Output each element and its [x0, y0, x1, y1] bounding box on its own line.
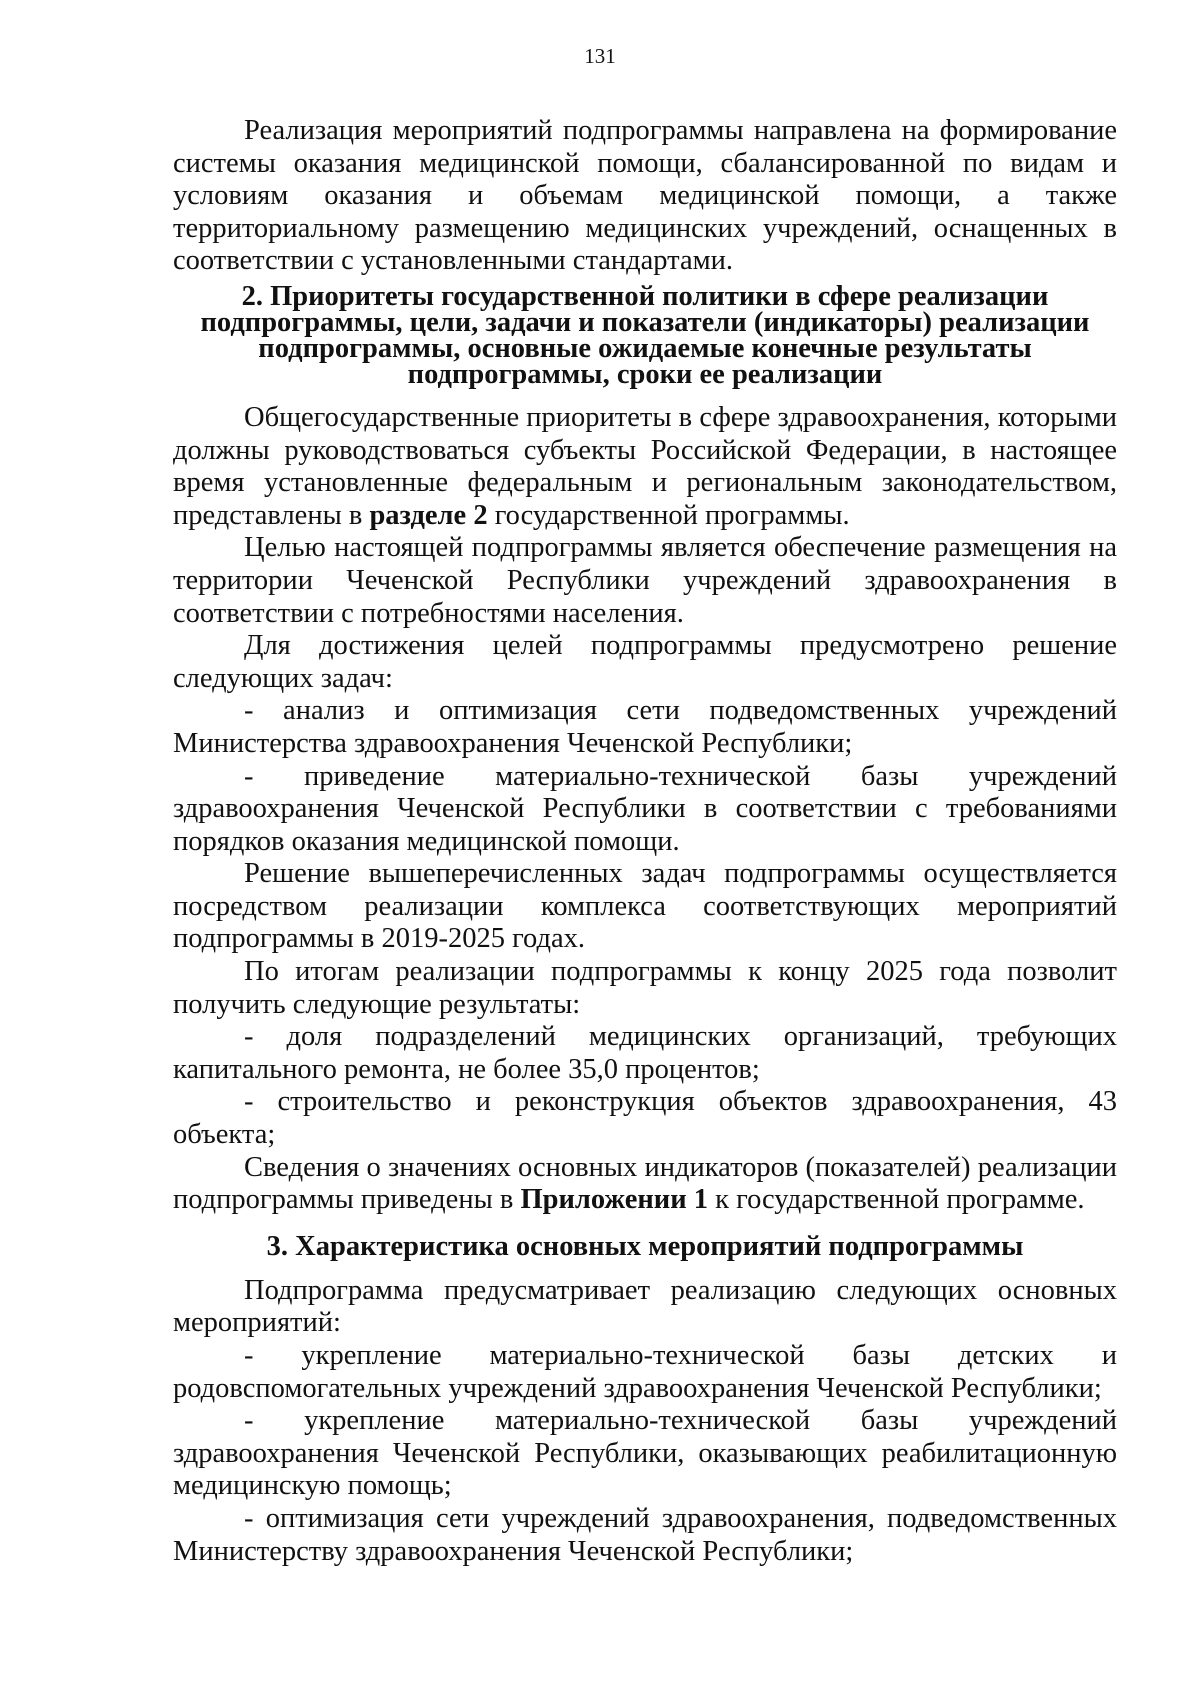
- result-item: - доля подразделений медицинских организаций, требующих капитального ремонта, не более 35,0 процентов;: [173, 1021, 1117, 1085]
- priorities-text: Общегосударственные приоритеты в сфере здравоохранения, которыми должны руководствоваться субъекты Российской Федерации, в настоящее время установленные федеральным и региональным законодательством, представлены в: [173, 401, 1117, 531]
- section-reference: разделе 2: [369, 499, 488, 531]
- results-intro-paragraph: По итогам реализации подпрограммы к концу 2025 года позволит получить следующие результаты:: [173, 956, 1117, 1020]
- section-2-heading: [173, 280, 1117, 390]
- task-item: - приведение материально-технической базы учреждений здравоохранения Чеченской Республики в соответствии с требованиями порядков оказания медицинской помощи.: [173, 760, 1117, 857]
- indicators-paragraph: [173, 1152, 1117, 1217]
- tasks-intro-paragraph: Для достижения целей подпрограммы предусмотрено решение следующих задач:: [173, 630, 1117, 694]
- activity-item: - укрепление материально-технической базы учреждений здравоохранения Чеченской Республики, оказывающих реабилитационную медицинскую помощь;: [173, 1405, 1117, 1502]
- result-item: - строительство и реконструкция объектов здравоохранения, 43 объекта;: [173, 1086, 1117, 1151]
- document-body: [173, 115, 1117, 1568]
- section-2-heading-line: подпрограммы, основные ожидаемые конечные результаты: [258, 332, 1032, 364]
- priorities-paragraph: [173, 402, 1117, 532]
- task-item: - анализ и оптимизация сети подведомственных учреждений Министерства здравоохранения Чеченской Республики;: [173, 695, 1117, 759]
- section-3-heading: 3. Характеристика основных мероприятий подпрограммы: [266, 1230, 1024, 1262]
- indicators-text-end: к государственной программе.: [708, 1184, 1085, 1216]
- section-2-heading-line: подпрограммы, цели, задачи и показатели (индикаторы) реализации: [200, 306, 1090, 338]
- goal-paragraph: Целью настоящей подпрограммы является обеспечение размещения на территории Чеченской Республики учреждений здравоохранения в соответствии с потребностями населения.: [173, 532, 1117, 629]
- appendix-reference: Приложении 1: [520, 1184, 708, 1216]
- section-2-heading-line: 2. Приоритеты государственной политики в сфере реализации: [241, 280, 1049, 312]
- section-2-heading-line: подпрограммы, сроки ее реализации: [407, 358, 883, 390]
- activities-intro-paragraph: Подпрограмма предусматривает реализацию следующих основных мероприятий:: [173, 1274, 1117, 1339]
- priorities-text-end: государственной программы.: [487, 499, 850, 531]
- page-number: 131: [584, 44, 616, 68]
- activity-item: - укрепление материально-технической базы детских и родовспомогательных учреждений здравоохранения Чеченской Республики;: [173, 1340, 1117, 1404]
- intro-paragraph: Реализация мероприятий подпрограммы направлена на формирование системы оказания медицинской помощи, сбалансированной по видам и условиям оказания и объемам медицинской помощи, а также территориальному размещению медицинских учреждений, оснащенных в соответствии с установленными стандартами.: [173, 115, 1117, 277]
- indicators-text: Сведения о значениях основных индикаторов (показателей) реализации подпрограммы приведены в: [173, 1151, 1117, 1216]
- activity-item: - оптимизация сети учреждений здравоохранения, подведомственных Министерству здравоохранения Чеченской Республики;: [173, 1502, 1117, 1567]
- tasks-solution-paragraph: Решение вышеперечисленных задач подпрограммы осуществляется посредством реализации комплекса соответствующих мероприятий подпрограммы в 2019-2025 годах.: [173, 858, 1117, 955]
